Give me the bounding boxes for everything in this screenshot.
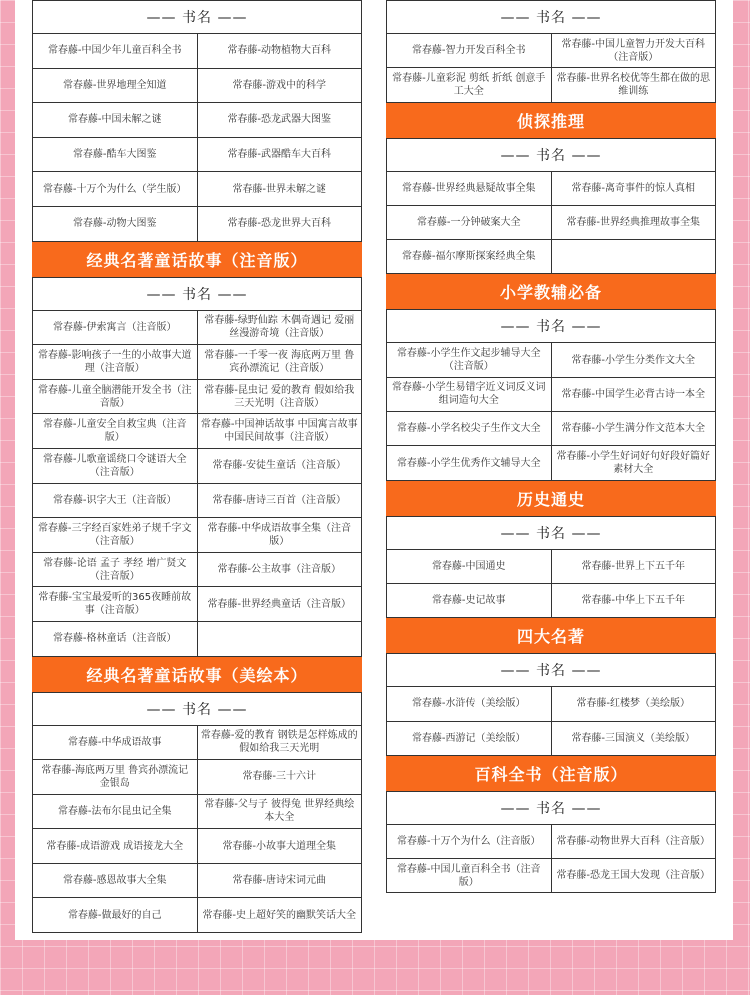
category-banner: 经典名著童话故事（注音版） — [32, 242, 362, 277]
book-title-cell: 常春藤-世界上下五千年 — [551, 550, 716, 583]
book-title-cell: 常春藤-中国儿童智力开发大百科（注音版） — [551, 34, 716, 67]
book-title-cell: 常春藤-三字经百家姓弟子规千字文（注音版） — [37, 522, 192, 547]
table-row — [387, 721, 715, 755]
table-row — [33, 344, 361, 379]
book-title-cell: 常春藤-武器酷车大百科 — [197, 138, 362, 172]
table-row — [33, 517, 361, 552]
book-title-cell: 常春藤-小学生作文起步辅导大全（注音版） — [396, 348, 541, 373]
book-title-cell: 常春藤-中华成语故事全集（注音版） — [197, 518, 362, 552]
book-title-cell: 常春藤-论语 孟子 孝经 增广贤文（注音版） — [43, 557, 187, 582]
book-title-cell: 常春藤-恐龙王国大发现（注音版） — [551, 859, 716, 892]
book-title-cell: 常春藤-小学生满分作文范本大全 — [551, 412, 716, 445]
book-title-cell: 常春藤-史上超好笑的幽默笑话大全 — [197, 898, 362, 932]
table-row — [33, 206, 361, 241]
table-row — [33, 621, 361, 656]
book-title-cell: 常春藤-中国神话故事 中国寓言故事 中国民间故事（注音版） — [197, 414, 362, 448]
table-header: —— 书名 —— — [387, 138, 715, 171]
table-row — [387, 549, 715, 583]
book-table — [386, 0, 716, 103]
book-title-cell: 常春藤-世界经典悬疑故事全集 — [401, 182, 536, 194]
right-column — [386, 0, 716, 893]
book-title-cell: 常春藤-一分钟破案大全 — [416, 217, 521, 229]
category-banner: 侦探推理 — [386, 103, 716, 138]
table-row — [33, 448, 361, 483]
book-title-cell: 常春藤-公主故事（注音版） — [197, 553, 362, 587]
table-row — [387, 33, 715, 67]
book-title-cell: 常春藤-做最好的自己 — [67, 909, 162, 921]
table-row — [33, 33, 361, 68]
book-table — [386, 653, 716, 756]
table-row — [387, 583, 715, 617]
book-title-cell: 常春藤-中国少年儿童百科全书 — [47, 45, 182, 57]
book-table — [386, 309, 716, 480]
book-table — [32, 277, 362, 657]
book-title-cell: 常春藤-影响孩子一生的小故事大道理（注音版） — [37, 349, 192, 374]
book-title-cell: 常春藤-红楼梦（美绘版） — [551, 687, 716, 720]
book-title-cell: 常春藤-一千零一夜 海底两万里 鲁宾孙漂流记（注音版） — [197, 345, 362, 379]
book-title-cell: 常春藤-动物大图鉴 — [72, 218, 157, 230]
book-title-cell: 常春藤-酷车大图鉴 — [72, 149, 157, 161]
table-row — [33, 379, 361, 414]
book-title-cell — [197, 622, 362, 656]
book-title-cell: 常春藤-西游记（美绘版） — [411, 732, 526, 744]
book-title-cell: 常春藤-中国学生必背古诗一本全 — [551, 378, 716, 411]
book-title-cell: 常春藤-中国儿童百科全书（注音版） — [396, 863, 541, 888]
book-title-cell: 常春藤-世界未解之谜 — [197, 172, 362, 206]
left-column — [32, 0, 362, 933]
table-header: —— 书名 —— — [387, 0, 715, 33]
table-row — [387, 205, 715, 239]
table-header: —— 书名 —— — [33, 692, 361, 725]
table-row — [387, 445, 715, 479]
book-table — [32, 692, 362, 934]
book-title-cell: 常春藤-唐诗宋词元曲 — [197, 864, 362, 898]
book-title-cell: 常春藤-唐诗三百首（注音版） — [197, 484, 362, 518]
table-row — [33, 794, 361, 829]
table-row — [33, 483, 361, 518]
book-title-cell: 常春藤-水浒传（美绘版） — [411, 698, 526, 710]
table-header: —— 书名 —— — [387, 309, 715, 342]
table-row — [387, 239, 715, 273]
book-title-cell: 常春藤-史记故事 — [431, 595, 506, 607]
book-title-cell: 常春藤-儿童安全自救宝典（注音版） — [42, 419, 187, 444]
catalog-card — [15, 0, 733, 940]
book-title-cell: 常春藤-十万个为什么（注音版） — [396, 836, 541, 847]
book-title-cell: 常春藤-绿野仙踪 木偶奇遇记 爱丽丝漫游奇境（注音版） — [197, 311, 362, 345]
book-title-cell: 常春藤-福尔摩斯探案经典全集 — [401, 251, 536, 263]
table-row — [387, 171, 715, 205]
book-title-cell: 常春藤-宝宝最爱听的365夜睡前故事（注音版） — [38, 592, 192, 617]
table-row — [33, 759, 361, 794]
book-title-cell: 常春藤-小学生易错字近义词反义词组词造句大全 — [391, 382, 546, 407]
book-title-cell: 常春藤-儿童彩泥 剪纸 折纸 创意手工大全 — [392, 72, 546, 97]
table-header: —— 书名 —— — [387, 791, 715, 824]
table-header: —— 书名 —— — [387, 653, 715, 686]
category-banner: 历史通史 — [386, 481, 716, 516]
book-title-cell: 常春藤-识字大王（注音版） — [52, 494, 177, 506]
table-row — [33, 552, 361, 587]
table-row — [33, 137, 361, 172]
category-banner: 百科全书（注音版） — [386, 756, 716, 791]
book-title-cell: 常春藤-格林童话（注音版） — [52, 633, 177, 645]
book-title-cell: 常春藤-世界名校优等生都在做的思维训练 — [551, 68, 716, 101]
book-title-cell: 常春藤-智力开发百科全书 — [411, 45, 526, 57]
table-row — [387, 858, 715, 892]
book-title-cell: 常春藤-游戏中的科学 — [197, 69, 362, 103]
table-row — [33, 171, 361, 206]
book-title-cell: 常春藤-恐龙武器大图鉴 — [197, 103, 362, 137]
book-title-cell: 常春藤-安徒生童话（注音版） — [197, 449, 362, 483]
table-header: —— 书名 —— — [33, 0, 361, 33]
book-title-cell: 常春藤-小故事大道理全集 — [197, 829, 362, 863]
table-row — [33, 586, 361, 621]
book-title-cell: 常春藤-中华成语故事 — [67, 736, 162, 748]
table-row — [33, 310, 361, 345]
book-title-cell — [551, 240, 716, 273]
book-title-cell: 常春藤-父与子 彼得兔 世界经典绘本大全 — [197, 795, 362, 829]
book-title-cell: 常春藤-中国未解之谜 — [67, 114, 162, 126]
book-table — [386, 516, 716, 619]
book-title-cell: 常春藤-感恩故事大全集 — [62, 875, 167, 887]
book-title-cell: 常春藤-小学生分类作文大全 — [551, 343, 716, 376]
book-title-cell: 常春藤-爱的教育 钢铁是怎样炼成的 假如给我三天光明 — [197, 726, 362, 760]
book-title-cell: 常春藤-动物世界大百科（注音版） — [551, 825, 716, 858]
table-row — [33, 413, 361, 448]
book-title-cell: 常春藤-儿童全脑潜能开发全书（注音版） — [37, 384, 192, 409]
book-title-cell: 常春藤-小学名校尖子生作文大全 — [396, 423, 541, 435]
table-row — [387, 377, 715, 411]
category-banner: 四大名著 — [386, 618, 716, 653]
book-title-cell: 常春藤-恐龙世界大百科 — [197, 207, 362, 241]
table-row — [387, 686, 715, 720]
category-banner: 经典名著童话故事（美绘本） — [32, 657, 362, 692]
book-title-cell: 常春藤-海底两万里 鲁宾孙漂流记 金银岛 — [41, 764, 189, 789]
table-row — [33, 725, 361, 760]
book-title-cell: 常春藤-小学生好词好句好段好篇好素材大全 — [551, 446, 716, 479]
table-header: —— 书名 —— — [33, 277, 361, 310]
table-row — [387, 342, 715, 376]
table-row — [33, 828, 361, 863]
book-title-cell: 常春藤-动物植物大百科 — [197, 34, 362, 68]
book-title-cell: 常春藤-伊索寓言（注音版） — [52, 321, 177, 333]
table-row — [33, 68, 361, 103]
book-title-cell: 常春藤-三十六计 — [197, 760, 362, 794]
category-banner: 小学教辅必备 — [386, 274, 716, 309]
book-title-cell: 常春藤-中国通史 — [431, 560, 506, 572]
table-row — [33, 897, 361, 932]
book-table — [32, 0, 362, 242]
book-table — [386, 138, 716, 275]
book-title-cell: 常春藤-儿歌童谣绕口令谜语大全（注音版） — [42, 453, 187, 478]
book-title-cell: 常春藤-成语游戏 成语接龙大全 — [46, 840, 184, 852]
book-title-cell: 常春藤-世界经典推理故事全集 — [551, 206, 716, 239]
table-row — [387, 411, 715, 445]
book-title-cell: 常春藤-离奇事件的惊人真相 — [551, 172, 716, 205]
book-title-cell: 常春藤-世界地理全知道 — [62, 79, 167, 91]
table-row — [387, 67, 715, 101]
table-row — [387, 824, 715, 858]
book-title-cell: 常春藤-中华上下五千年 — [551, 584, 716, 617]
table-header: —— 书名 —— — [387, 516, 715, 549]
book-title-cell: 常春藤-十万个为什么（学生版） — [42, 183, 187, 195]
table-row — [33, 863, 361, 898]
book-title-cell: 常春藤-昆虫记 爱的教育 假如给我三天光明（注音版） — [197, 380, 362, 414]
table-row — [33, 102, 361, 137]
book-title-cell: 常春藤-法布尔昆虫记全集 — [57, 805, 172, 817]
book-title-cell: 常春藤-小学生优秀作文辅导大全 — [396, 457, 541, 469]
book-table — [386, 791, 716, 894]
book-title-cell: 常春藤-三国演义（美绘版） — [551, 722, 716, 755]
book-title-cell: 常春藤-世界经典童话（注音版） — [197, 587, 362, 621]
